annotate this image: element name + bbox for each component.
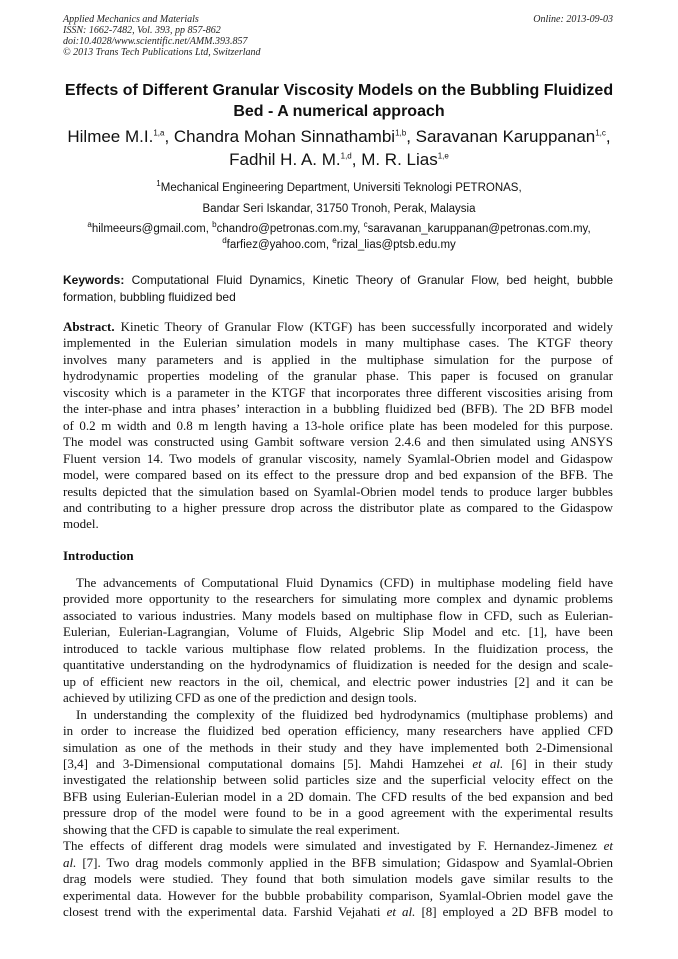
journal-header bbox=[63, 14, 261, 58]
author-sup: 1,d bbox=[340, 151, 352, 161]
text-line: hydrodynamic properties modeling of the granular phase. This paper is focused on granular bbox=[63, 368, 613, 384]
email[interactable]: rizal_lias@ptsb.edu.my bbox=[336, 239, 456, 251]
text-line: up of efficient new reactors in the oil, chemical, and electric power industries [2] and it can be bbox=[63, 673, 613, 689]
author: Fadhil H. A. M. bbox=[229, 150, 341, 169]
text-line: The advancements of Computational Fluid Dynamics (CFD) in multiphase modeling field have bbox=[76, 575, 613, 590]
abstract-text: Kinetic Theory of Granular Flow (KTGF) has been successfully incorporated and widely bbox=[114, 319, 613, 334]
text-line: viscosity which is a parameter in the KTGF that incorporates three different viscosities arising from bbox=[63, 384, 613, 400]
abstract bbox=[63, 319, 613, 533]
text-line: closest trend with the experimental data. Farshid Vejahati et al. [8] employed a 2D BFB model to bbox=[63, 904, 613, 920]
text-line: The model was constructed using Gambit software version 2.4.6 and then simulated using ANSYS bbox=[63, 434, 613, 450]
author-sup: 1,e bbox=[437, 151, 449, 161]
text-line: of 0.2 m width and 0.8 m length having a 13-hole orifice plate has been modeled for this purpose. bbox=[63, 417, 613, 433]
keywords bbox=[63, 272, 613, 306]
text-line: al. [7]. Two drag models commonly applied in the BFB simulation; Gidaspow and Syamlal-Obrien bbox=[63, 854, 613, 870]
text-line: implemented in the Eulerian simulation models in many multiphase cases. The KTGF theory bbox=[63, 335, 613, 351]
text-line: The effects of different drag models were simulated and investigated by F. Hernandez-Jimenez et bbox=[63, 838, 613, 854]
text-line: in order to increase the fluidized bed operation efficiency, many researchers have applied CFD bbox=[63, 723, 613, 739]
section-heading: Introduction bbox=[63, 548, 134, 563]
text-line: [3,4] and 3-Dimensional computational domains [5]. Mahdi Hamzehei et al. [6] in their study bbox=[63, 755, 614, 771]
online-date: Online: 2013-09-03 bbox=[533, 14, 613, 25]
text-line: In understanding the complexity of the fluidized bed hydrodynamics (multiphase problems) and bbox=[76, 706, 613, 722]
email-list: $^a$hilmeeurs@gmail.com, $^b$chandro@petronas.com.my, $^c$saravanan_karuppanan@petronas.com.my, $^d$farfiez@yahoo.com, $^e$rizal_lias@ptsb.edu.my bbox=[87, 220, 591, 251]
email-sup: d bbox=[222, 236, 227, 246]
text-line: model, were compared based on its effect to the pressure drop and bed expansion of the BFB. The bbox=[63, 467, 613, 483]
text-line: involves many parameters and is applied in the multiphase simulation for the purpose of bbox=[63, 351, 613, 367]
text-line: Eulerian, Eulerian-Lagrangian, Volume of Fluids, Algebric Slip Model and etc. [1], have been bbox=[63, 624, 613, 640]
author: Saravanan Karuppanan bbox=[415, 127, 596, 146]
copyright: © 2013 Trans Tech Publications Ltd, Switzerland bbox=[63, 47, 261, 58]
text-line: drag models were studied. They found that both simulation models gave similar results to the bbox=[63, 871, 613, 887]
paper-title bbox=[50, 80, 628, 122]
text-line: quantitative understanding on the hydrodynamics of fluidization is needed for the design and scale- bbox=[63, 657, 613, 673]
text-line: provided more opportunity to the researchers for simulating more complex and dynamic problems bbox=[63, 591, 613, 607]
text-line: model. bbox=[63, 516, 99, 532]
author-sup: 1,c bbox=[595, 128, 606, 138]
author: Chandra Mohan Sinnathambi bbox=[173, 127, 396, 146]
text-line: experimental data. However for the bubble probability comparison, Syamlal-Obrien model gave the bbox=[63, 887, 613, 903]
text-line: pressure drop of the model were found to be in a good agreement with the experimental results bbox=[63, 805, 613, 821]
author: Hilmee M.I. bbox=[67, 127, 154, 146]
aff-line: Mechanical Engineering Department, Universiti Teknologi PETRONAS, bbox=[160, 182, 522, 194]
text-line: showing that the CFD is capable to simulate the real experiment. bbox=[63, 821, 400, 837]
email[interactable]: chandro@petronas.com.my bbox=[216, 223, 358, 235]
text-line: BFB using Eulerian-Eulerian model in a 2D domain. The CFD results of the bed expansion and bed bbox=[63, 788, 613, 804]
text-line: associated to various industries. Many models based on multiphase flow in CFD, such as Eulerian- bbox=[63, 607, 613, 623]
author-sup: 1,a bbox=[153, 128, 165, 138]
text-line: Fluent version 14. Two models of granular viscosity, namely Syamlal-Obrien model and Gidaspow bbox=[63, 450, 613, 466]
text-line: the inter-phase and intra phases’ interaction in a bubbling fluidized bed (BFB). The 2D BFB model bbox=[63, 401, 613, 417]
title-line: Bed - A numerical approach bbox=[233, 103, 445, 120]
text-line: and contributing to a higher pressure drop across the distributor plate as compared to the Gidaspow bbox=[63, 499, 613, 515]
email[interactable]: hilmeeurs@gmail.com bbox=[91, 223, 206, 235]
author-list: Hilmee M.I.$^{1,a}$, Chandra Mohan Sinnathambi$^{1,b}$, Saravanan Karuppanan$^{1,c}$, Fadhil H. A. M.$^{1,d}$, M. R. Lias$^{1,e}$ bbox=[67, 127, 611, 169]
email-sup: e bbox=[332, 236, 337, 246]
email[interactable]: farfiez@yahoo.com bbox=[226, 239, 326, 251]
aff-sup: 1 bbox=[156, 179, 161, 189]
text-line bbox=[63, 319, 613, 335]
journal-name: Applied Mechanics and Materials bbox=[63, 14, 199, 25]
issn: ISSN: 1662-7482, Vol. 393, pp 857-862 bbox=[63, 25, 221, 36]
text-line: simulation as one of the methods in their study and they have implemented both 2-Dimensional bbox=[63, 739, 613, 755]
affiliation bbox=[50, 178, 628, 220]
email-sup: a bbox=[87, 220, 92, 230]
aff-line: Bandar Seri Iskandar, 31750 Tronoh, Perak, Malaysia bbox=[202, 203, 476, 215]
introduction-body bbox=[63, 575, 613, 921]
text-line: achieved by utilizing CFD as one of the prediction and design tools. bbox=[63, 690, 417, 706]
title-line: Effects of Different Granular Viscosity Models on the Bubbling Fluidized bbox=[64, 82, 614, 99]
abstract-label: Abstract. bbox=[63, 319, 115, 334]
email-sup: b bbox=[212, 220, 217, 230]
keywords-text: Computational Fluid Dynamics, Kinetic Theory of Granular Flow, bed height, bubble formation, bubbling fluidized bed bbox=[63, 273, 613, 304]
author-sup: 1,b bbox=[395, 128, 407, 138]
text-line: results depicted that the simulation based on Syamlal-Obrien model tends to produce larger bubbles bbox=[63, 483, 613, 499]
email-sup: c bbox=[363, 220, 368, 230]
author: M. R. Lias bbox=[361, 150, 438, 169]
keywords-label: Keywords: bbox=[63, 273, 125, 287]
text-line: investigated the relationship between solid particles size and the superficial velocity effect on the bbox=[63, 772, 613, 788]
doi: doi:10.4028/www.scientific.net/AMM.393.857 bbox=[63, 36, 248, 47]
email[interactable]: saravanan_karuppanan@petronas.com.my bbox=[367, 223, 588, 235]
text-line: introduced to tackle various multiphase flow related problems. In the fluidization process, the bbox=[63, 640, 613, 656]
